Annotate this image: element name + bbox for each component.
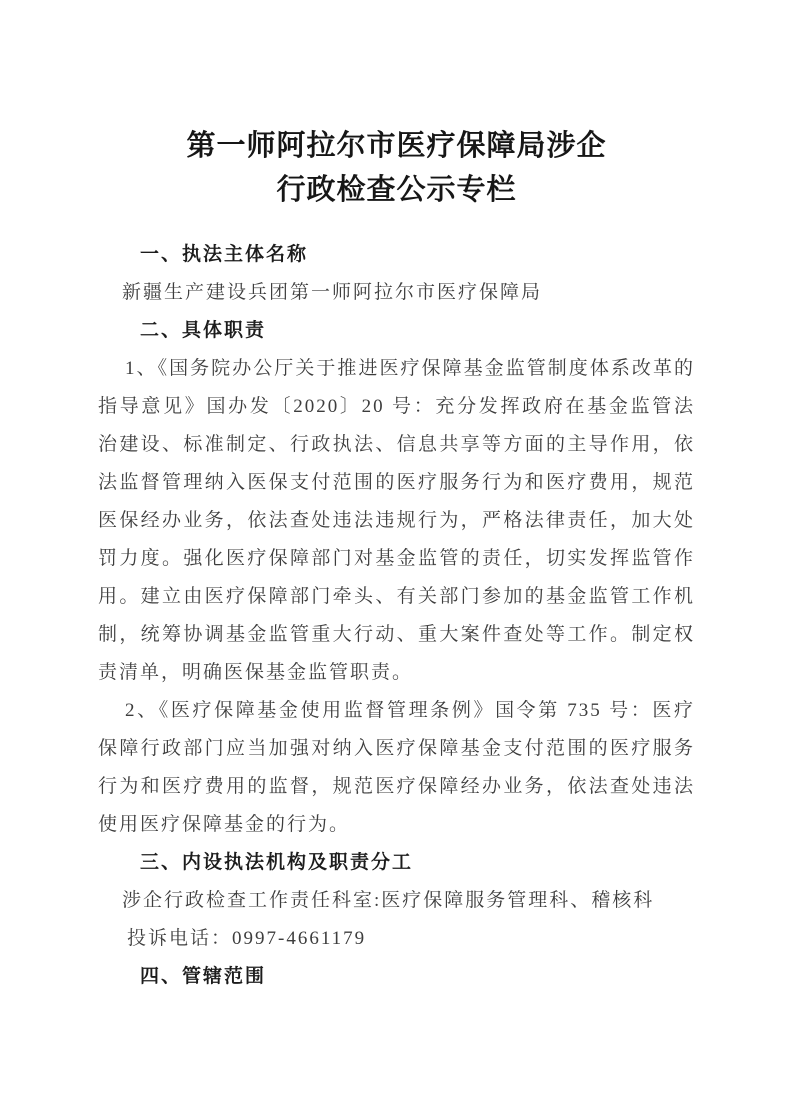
section-3-heading: 三、内设执法机构及职责分工 xyxy=(140,852,414,873)
section-2-heading: 二、具体职责 xyxy=(140,320,267,341)
responsible-office-line: 涉企行政检查工作责任科室:医疗保障服务管理科、稽核科 xyxy=(122,890,655,911)
section-4-heading: 四、管辖范围 xyxy=(140,966,267,987)
document-body xyxy=(98,236,695,996)
complaint-phone-line: 投诉电话：0997-4661179 xyxy=(127,928,367,949)
title-line-1: 第一师阿拉尔市医疗保障局涉企 xyxy=(186,130,607,162)
agency-name-paragraph: 新疆生产建设兵团第一师阿拉尔市医疗保障局 xyxy=(122,282,543,303)
duty-paragraph-2: 2、《医疗保障基金使用监督管理条例》国令第 735 号：医疗保障行政部门应当加强对纳入医疗保障基金支付范围的医疗服务行为和医疗费用的监督，规范医疗保障经办业务，依法查处违法使用医疗保障基金的行为。 xyxy=(98,700,695,835)
document-title xyxy=(98,124,695,212)
section-1-heading: 一、执法主体名称 xyxy=(140,244,309,265)
duty-paragraph-1: 1、《国务院办公厅关于推进医疗保障基金监管制度体系改革的指导意见》国办发〔2020〕20 号：充分发挥政府在基金监管法治建设、标准制定、行政执法、信息共享等方面的主导作用，依法监督管理纳入医保支付范围的医疗服务行为和医疗费用，规范医保经办业务，依法查处违法违规行为，严格法律责任，加大处罚力度。强化医疗保障部门对基金监管的责任，切实发挥监管作用。建立由医疗保障部门牵头、有关部门参加的基金监管工作机制，统筹协调基金监管重大行动、重大案件查处等工作。制定权责清单，明确医保基金监管职责。 xyxy=(98,358,695,683)
title-line-2: 行政检查公示专栏 xyxy=(276,174,517,206)
